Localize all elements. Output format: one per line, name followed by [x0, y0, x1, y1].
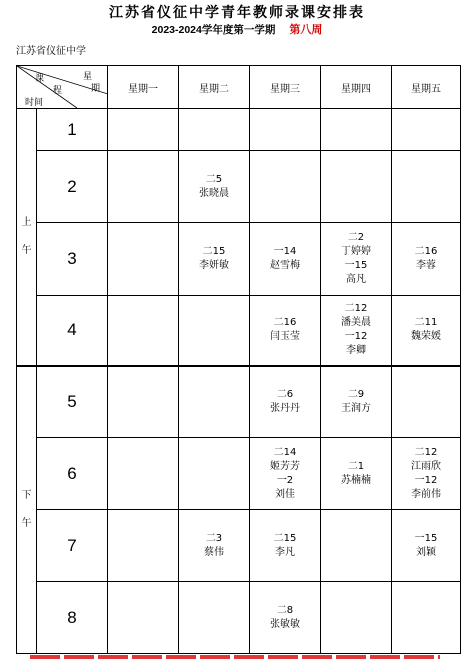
class-code: 二16 [414, 246, 438, 257]
week-label: 第八周 [289, 24, 323, 36]
school-name: 江苏省仪征中学 [16, 46, 86, 57]
class-code: 一15 [414, 532, 438, 544]
schedule-cell [108, 582, 179, 654]
class-code: 一12 [414, 474, 438, 486]
period-number: 1 [37, 109, 108, 151]
schedule-cell [392, 438, 461, 510]
schedule-cell [250, 438, 321, 510]
schedule-cell [179, 510, 250, 582]
schedule-cell [321, 510, 392, 582]
teacher-name: 李前伟 [411, 488, 441, 500]
teacher-name: 苏楠楠 [341, 474, 371, 486]
day-header: 星期三 [250, 66, 321, 109]
schedule-cell [392, 223, 461, 296]
class-code: 二15 [202, 246, 226, 257]
morning-label-char: 午 [21, 244, 32, 256]
class-code: 一12 [344, 331, 368, 343]
period-row [17, 510, 461, 582]
schedule-cell [179, 151, 250, 223]
class-code: 二15 [273, 532, 297, 544]
day-header: 星期五 [392, 66, 461, 109]
schedule-cell [392, 582, 461, 654]
class-code: 二12 [414, 446, 438, 458]
period-number: 6 [37, 438, 108, 510]
class-code: 二3 [205, 532, 223, 544]
class-code: 二11 [414, 317, 438, 329]
schedule-cell [321, 223, 392, 296]
period-number: 5 [37, 366, 108, 438]
schedule-cell [179, 582, 250, 654]
period-row [17, 223, 461, 296]
class-code: 二9 [347, 388, 365, 400]
corner-week-2: 期 [91, 84, 101, 94]
teacher-name: 张丹丹 [270, 402, 300, 414]
teacher-name: 潘美晨 [341, 317, 371, 329]
teacher-name: 李蓉 [416, 260, 436, 271]
schedule-cell [392, 109, 461, 151]
schedule-cell [179, 296, 250, 366]
schedule-cell [250, 366, 321, 438]
schedule-cell [179, 109, 250, 151]
teacher-name: 李凡 [275, 546, 295, 558]
corner-week: 星 [83, 72, 93, 82]
period-row [17, 582, 461, 654]
afternoon-label [17, 366, 37, 654]
teacher-name: 张晓晨 [199, 187, 229, 199]
corner-course: 课 [35, 74, 45, 84]
schedule-cell [392, 510, 461, 582]
schedule-cell [108, 109, 179, 151]
teacher-name: 高凡 [346, 274, 366, 285]
period-number: 7 [37, 510, 108, 582]
class-code: 二1 [347, 460, 365, 472]
afternoon-label-char: 午 [21, 517, 32, 529]
period-number: 8 [37, 582, 108, 654]
teacher-name: 刘佳 [275, 488, 295, 500]
class-code: 一2 [276, 474, 294, 486]
schedule-cell [321, 366, 392, 438]
period-number: 3 [37, 223, 108, 296]
schedule-body [17, 109, 461, 654]
schedule-cell [392, 366, 461, 438]
teacher-name: 魏荣媛 [411, 331, 441, 343]
period-row [17, 109, 461, 151]
class-code: 二16 [273, 317, 297, 329]
class-code: 一14 [273, 246, 297, 257]
schedule-cell [321, 296, 392, 366]
schedule-cell [250, 109, 321, 151]
header-row [17, 66, 461, 109]
semester-label: 2023-2024学年度第一学期 [151, 24, 276, 36]
schedule-cell [321, 151, 392, 223]
schedule-cell [179, 223, 250, 296]
schedule-cell [250, 510, 321, 582]
teacher-name: 张敏敏 [270, 618, 300, 630]
teacher-name: 王润方 [341, 402, 371, 414]
corner-course-2: 程 [53, 86, 63, 96]
period-row [17, 366, 461, 438]
schedule-cell [108, 366, 179, 438]
day-header: 星期一 [108, 66, 179, 109]
teacher-name: 江雨欣 [411, 460, 441, 472]
schedule-cell [250, 223, 321, 296]
corner-time: 时间 [25, 98, 44, 108]
schedule-cell [250, 151, 321, 223]
schedule-cell [179, 366, 250, 438]
period-row [17, 438, 461, 510]
schedule-cell [108, 151, 179, 223]
class-code: 一15 [344, 260, 368, 271]
page-subtitle [0, 21, 474, 37]
teacher-name: 丁婷婷 [341, 246, 371, 257]
period-row [17, 151, 461, 223]
period-row [17, 296, 461, 366]
afternoon-label-char: 下 [21, 489, 32, 501]
day-header: 星期二 [179, 66, 250, 109]
schedule-cell [321, 582, 392, 654]
schedule-cell [392, 151, 461, 223]
class-code: 二12 [344, 303, 368, 315]
class-code: 二14 [273, 446, 297, 458]
footer-note-strip [30, 655, 440, 659]
class-code: 二5 [205, 173, 223, 185]
schedule-cell [321, 438, 392, 510]
teacher-name: 姬芳芳 [270, 460, 300, 472]
schedule-cell [108, 223, 179, 296]
class-code: 二2 [347, 232, 365, 243]
schedule-cell [250, 296, 321, 366]
teacher-name: 李卿 [346, 345, 366, 357]
teacher-name: 闫玉莹 [270, 331, 300, 343]
teacher-name: 李妍敏 [199, 260, 229, 271]
day-header: 星期四 [321, 66, 392, 109]
morning-label [17, 109, 37, 366]
class-code: 二8 [276, 604, 294, 616]
schedule-cell [392, 296, 461, 366]
schedule-table [16, 65, 461, 654]
page-title: 江苏省仪征中学青年教师录课安排表 [109, 5, 365, 21]
schedule-cell [321, 109, 392, 151]
teacher-name: 刘颖 [416, 546, 436, 558]
schedule-cell [108, 510, 179, 582]
schedule-cell [108, 438, 179, 510]
period-number: 4 [37, 296, 108, 366]
period-number: 2 [37, 151, 108, 223]
schedule-cell [108, 296, 179, 366]
teacher-name: 赵雪梅 [270, 260, 300, 271]
class-code: 二6 [276, 388, 294, 400]
teacher-name: 蔡伟 [204, 546, 224, 558]
morning-label-char: 上 [21, 216, 32, 228]
schedule-cell [179, 438, 250, 510]
corner-header [17, 66, 108, 109]
schedule-cell [250, 582, 321, 654]
